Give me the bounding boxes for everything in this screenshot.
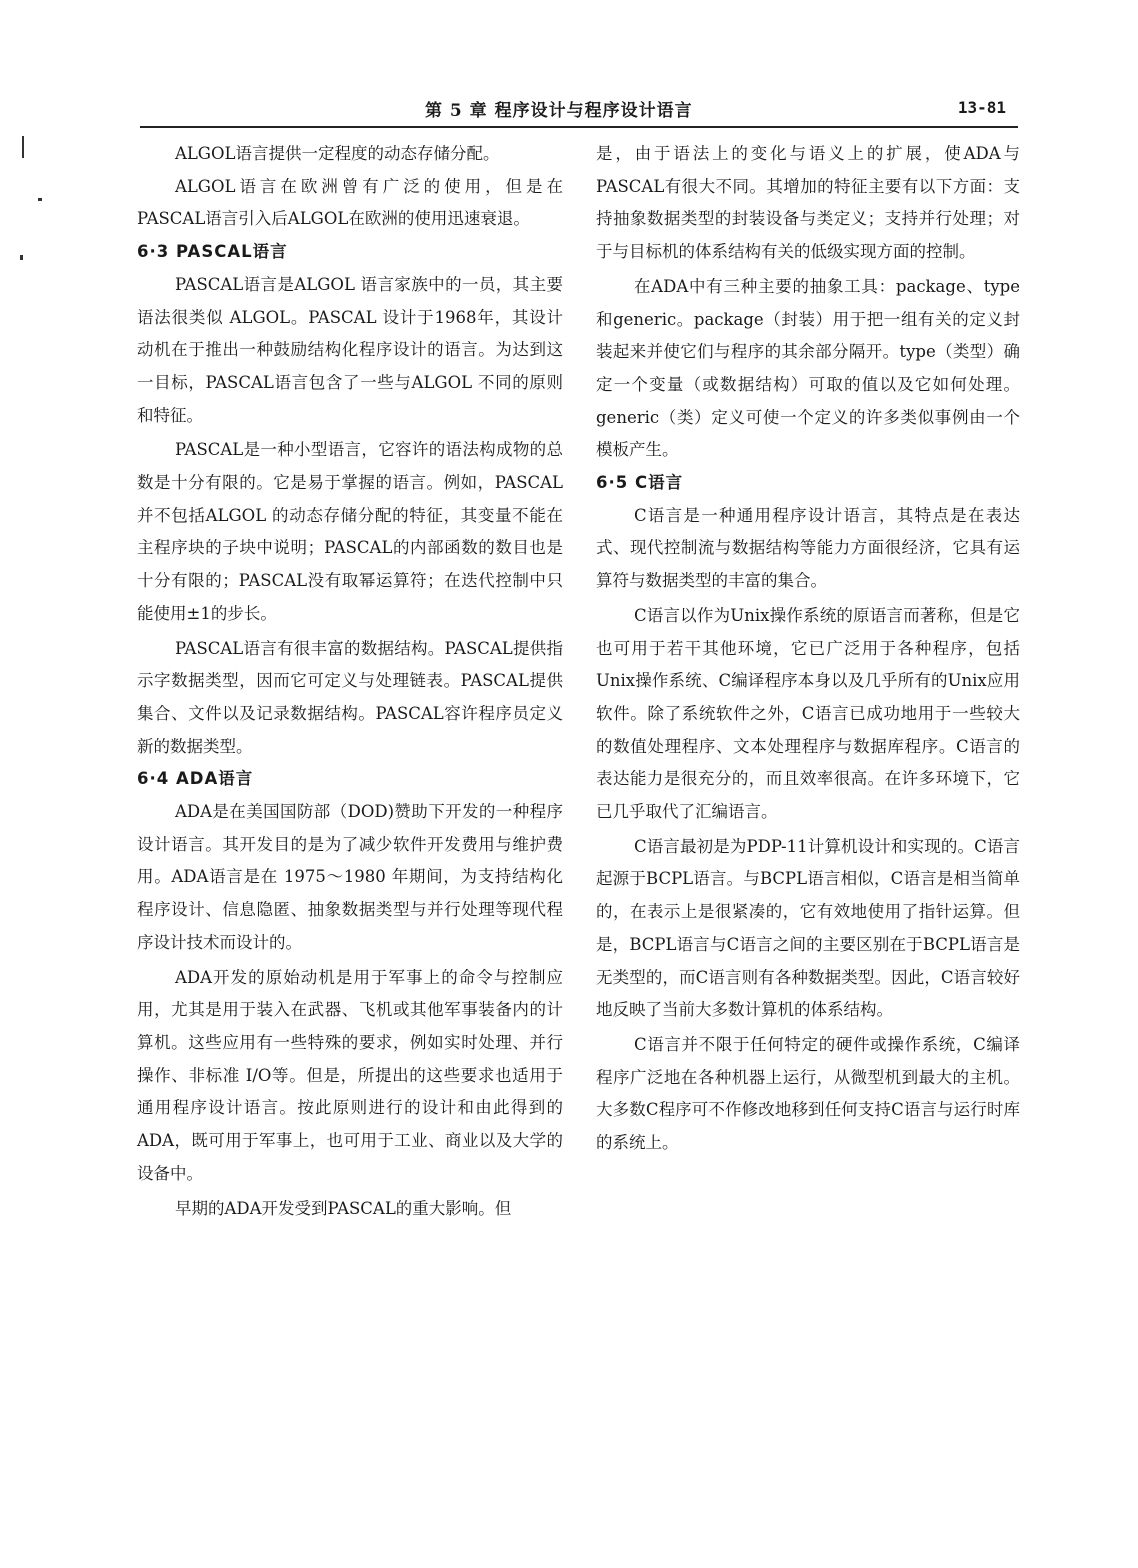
paragraph: PASCAL是一种小型语言，它容许的语法构成物的总数是十分有限的。它是易于掌握的语言。例如，PASCAL并不包括ALGOL 的动态存储分配的特征，其变量不能在主程序块的子块中说明；PASCAL的内部函数的数目也是十分有限的；PASCAL没有取幂运算符；在迭代控制中只能使用±1的步长。 bbox=[137, 440, 563, 623]
paragraph: 早期的ADA开发受到PASCAL的重大影响。但 bbox=[174, 1198, 512, 1218]
header-rule bbox=[140, 126, 1018, 128]
paragraph: C语言以作为Unix操作系统的原语言而著称，但是它也可用于若干其他环境，它已广泛用于各种程序，包括Unix操作系统、C编译程序本身以及几乎所有的Unix应用软件。除了系统软件之外，C语言已成功地用于一些较大的数值处理程序、文本处理程序与数据库程序。C语言的表达能力是很充分的，而且效率很高。在许多环境下，它已几乎取代了汇编语言。 bbox=[596, 605, 1020, 822]
paragraph: C语言最初是为PDP-11计算机设计和实现的。C语言起源于BCPL语言。与BCPL语言相似，C语言是相当简单的，在表示上是很紧凑的，它有效地使用了指针运算。但是，BCPL语言与C语言之间的主要区别在于BCPL语言是无类型的，而C语言则有各种数据类型。因此，C语言较好地反映了当前大多数计算机的体系结构。 bbox=[596, 836, 1020, 1020]
page-number: 13-81 bbox=[957, 98, 1006, 117]
section-heading-6-3: 6·3 PASCAL语言 bbox=[137, 242, 288, 262]
paragraph: PASCAL语言有很丰富的数据结构。PASCAL提供指示字数据类型，因而它可定义与处理链表。PASCAL提供集合、文件以及记录数据结构。PASCAL容许程序员定义新的数据类型。 bbox=[137, 638, 563, 756]
scan-mark bbox=[20, 255, 23, 260]
paragraph: ADA是在美国国防部（DOD)赞助下开发的一种程序设计语言。其开发目的是为了减少软件开发费用与维护费用。ADA语言是在 1975～1980 年期间，为支持结构化程序设计、信息隐匿、抽象数据类型与并行处理等现代程序设计技术而设计的。 bbox=[137, 802, 563, 952]
left-column bbox=[137, 138, 563, 1225]
chapter-title: 第 5 章 程序设计与程序设计语言 bbox=[425, 101, 693, 121]
section-heading-6-4: 6·4 ADA语言 bbox=[137, 769, 254, 789]
paragraph: 是，由于语法上的变化与语义上的扩展，使ADA与PASCAL有很大不同。其增加的特征主要有以下方面：支持抽象数据类型的封装设备与类定义；支持并行处理；对于与目标机的体系结构有关的低级实现方面的控制。 bbox=[596, 144, 1020, 262]
page-header bbox=[140, 96, 1020, 126]
paragraph: ALGOL语言在欧洲曾有广泛的使用，但是在PASCAL语言引入后ALGOL在欧洲的使用迅速衰退。 bbox=[137, 176, 563, 229]
paragraph: ADA开发的原始动机是用于军事上的命令与控制应用，尤其是用于装入在武器、飞机或其他军事装备内的计算机。这些应用有一些特殊的要求，例如实时处理、并行操作、非标准 I/O等。但是，所提出的这些要求也适用于通用程序设计语言。按此原则进行的设计和由此得到的ADA，既可用于军事上，也可用于工业、商业以及大学的设备中。 bbox=[137, 967, 563, 1183]
scan-mark bbox=[38, 198, 42, 201]
section-heading-6-5: 6·5 C语言 bbox=[596, 473, 684, 493]
paragraph: 在ADA中有三种主要的抽象工具：package、type和generic。package（封装）用于把一组有关的定义封装起来并使它们与程序的其余部分隔开。type（类型）确定一个变量（或数据结构）可取的值以及它如何处理。generic（类）定义可使一个定义的许多类似事例由一个模板产生。 bbox=[596, 276, 1020, 460]
paragraph: PASCAL语言是ALGOL 语言家族中的一员，其主要语法很类似 ALGOL。PASCAL 设计于1968年，其设计动机在于推出一种鼓励结构化程序设计的语言。为达到这一目标，PASCAL语言包含了一些与ALGOL 不同的原则和特征。 bbox=[137, 274, 563, 425]
paragraph: ALGOL语言提供一定程度的动态存储分配。 bbox=[174, 144, 500, 163]
paragraph: C语言并不限于任何特定的硬件或操作系统，C编译程序广泛地在各种机器上运行，从微型机到最大的主机。大多数C程序可不作修改地移到任何支持C语言与运行时库的系统上。 bbox=[596, 1034, 1020, 1153]
paragraph: C语言是一种通用程序设计语言，其特点是在表达式、现代控制流与数据结构等能力方面很经济，它具有运算符与数据类型的丰富的集合。 bbox=[596, 505, 1020, 591]
right-column bbox=[596, 138, 1020, 1160]
scan-mark bbox=[22, 136, 24, 158]
